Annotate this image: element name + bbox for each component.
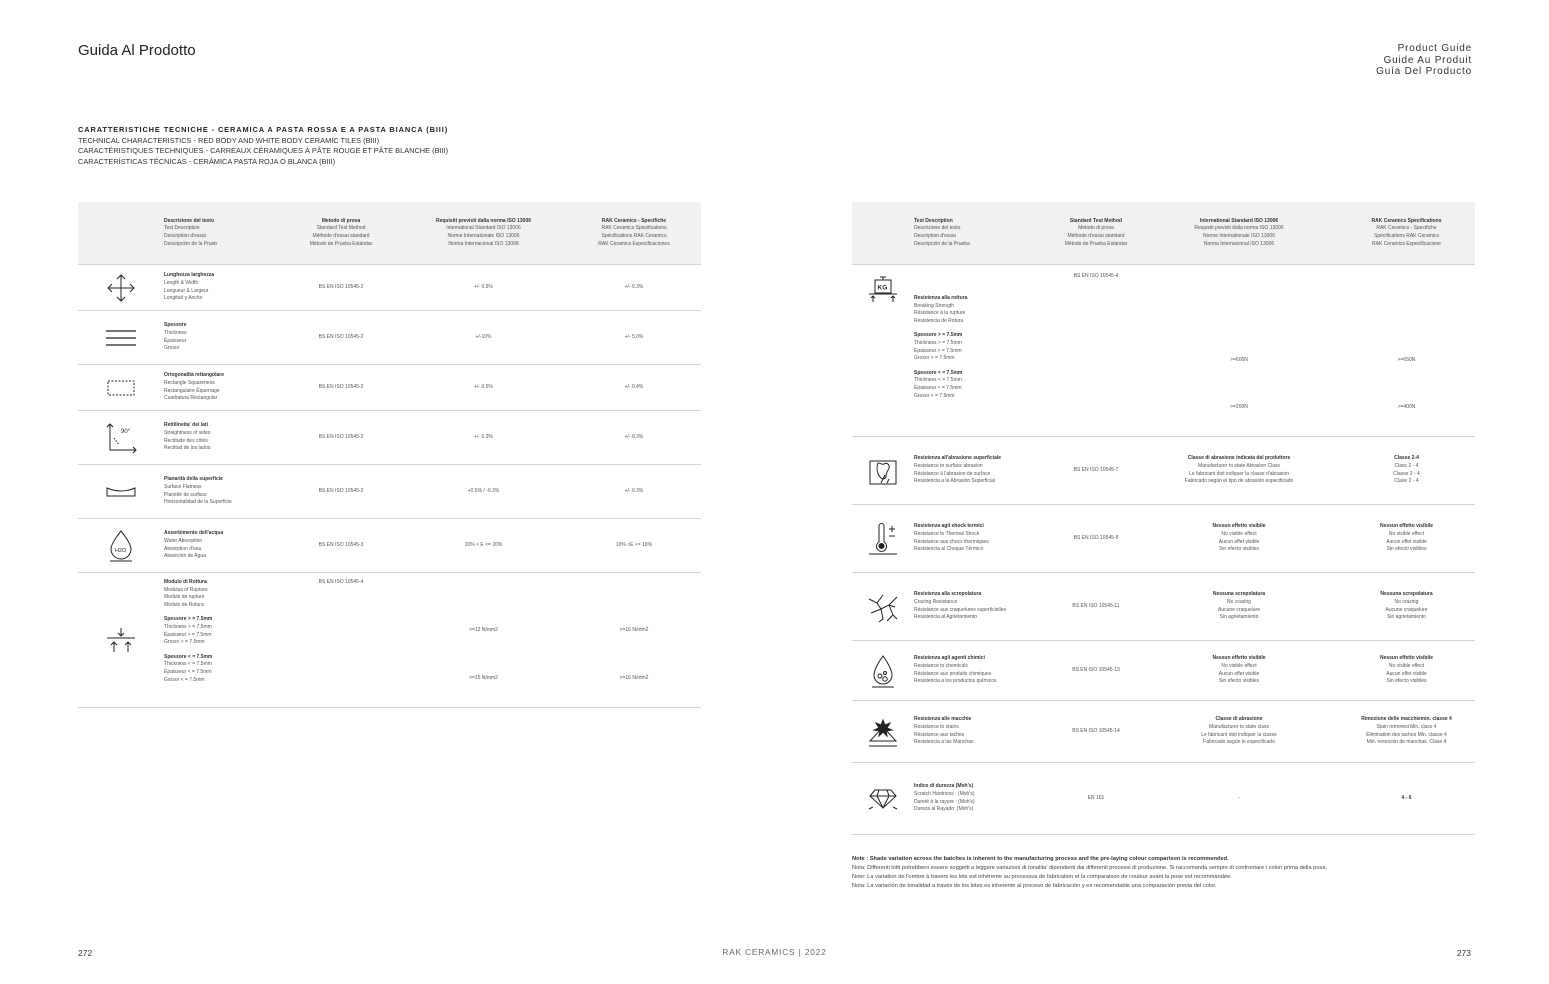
heading-fr: CARACTÉRISTIQUES TECHNIQUES - CARREAUX CÉRAMIQUES À PÂTE ROUGE ET PÂTE BLANCHE (BIII): [78, 146, 449, 155]
dashed-rectangle-icon: [78, 380, 164, 396]
page-title: Guida Al Prodotto: [78, 42, 196, 59]
title-es: Guía Del Producto: [1376, 66, 1472, 77]
chemical-drop-icon: [852, 654, 914, 688]
weight-kg-icon: [852, 273, 914, 303]
thickness-lines-icon: [78, 329, 164, 347]
notes: [852, 855, 1327, 891]
col-iso-header: International Standard ISO 13006 Requisiti previsti dalla norma ISO 13006 Norme Internationale ISO 13006 Norma Internacional ISO 13006: [1140, 202, 1338, 265]
table-row: 90° Rettilineita' dei lati Straightness of sides Rectitude des côtés Rectitud de los lados BS EN ISO 10545-2 +/- 0.3% +/- 0.3%: [78, 411, 701, 465]
right-angle-icon: [78, 422, 164, 454]
table-row: Resistenza agli shock termici Resistance to Thermal Shock Résistance aux chocs thermiques Resistencia al Choque Térmico BS EN ISO 10545-9 Nessun effetto visibile No visible effect Aucun effet visible Sin efecto visibles Nessun effetto visibile No visible effect Aucun effet visible Sin efecto visibles: [852, 505, 1475, 573]
compression-arrows-icon: [78, 627, 164, 653]
table-row: Resistenza agli agenti chimici Resistance to chemicals Résistance aux produits chimiques Resistencia a los productos químicos BS EN ISO 10545-13 Nessun effetto visibile No visible effect Aucun effet visible Sin efecto visibles Nessun effetto visibile No visible effect Aucun effet visible Sin efecto visibles: [852, 641, 1475, 701]
footer-brand: RAK CERAMICS | 2022: [722, 948, 827, 957]
surface-flatness-icon: [78, 486, 164, 498]
section-heading: [78, 125, 448, 167]
table-row: Modulo di Rottura Modulus of Rupture Module de rupture Módulo de Rotura Spessore > = 7.5mm Thickness > = 7.5mm Épaisseur > = 7.5mm Grosor > = 7.5mm Spessore < = 7.5mm Thickness < = 7.5mm Épaisseur < = 7.5mm Grosor < = 7.5mm BS EN ISO 10545-4 >=12 N/mm2 >=15 N/mm2 >=16 N/mm2 >=16 N/mm2: [78, 573, 701, 708]
stain-icon: [852, 717, 914, 747]
note-fr: Note: La variation de l'ombre à travers les lots est inhérente au processus de fabrication et la comparaison de couleur avant la pose est recommandée.: [852, 874, 1232, 881]
svg-text:90°: 90°: [121, 428, 131, 435]
col-iso-header: Requisiti previsti dalla norma ISO 13006 International Standard ISO 13006 Norme Internationale ISO 13006 Norma Internacional ISO 13006: [400, 202, 567, 265]
heading-it: CARATTERISTICHE TECNICHE - CERAMICA A PASTA ROSSA E A PASTA BIANCA (BIII): [78, 125, 449, 134]
right-spec-table: [852, 202, 1475, 835]
table-row: Lunghezza larghezza Length & Width Longueur & Largeur Longitud y Ancho BS EN ISO 10545-2 +/- 0.5% +/- 0.3%: [78, 265, 701, 311]
table-row: Ortogonalità rettangolare Rectangle Squareness Rectangulaire Équerrage Cuadratura Rectangular BS EN ISO 10545-2 +/- 0.5% +/- 0.4%: [78, 365, 701, 411]
table-row: Resistenza all'abrasione superficiale Resistance to surface abrasion Résistance à l'abrasion de surface Resistencia a la Abrasión Superficial BS EN ISO 10545-7 Classe di abrasione indicata dal produttore Manufacturer to state Abrasion Class Le fabricant doit indiquer la classe d'abrasion Fabricado según el tipo de abrasión especificado Classe 2-4 Class 2 - 4 Classe 2 - 4 Clase 2 - 4: [852, 437, 1475, 505]
foot-abrasion-icon: [852, 457, 914, 485]
table-row: H2O Assorbimento dell'acqua Water Absorption Absorption d'eau Absorción de Agua BS EN ISO 10545-3 10% < E <= 20% 10% <E <= 18%: [78, 519, 701, 573]
col-method-header: Metodo di prova Standard Test Method Méthode d'essai standard Método de Prueba Estándar: [282, 202, 400, 265]
crazing-icon: [852, 591, 914, 623]
col-rak-header: RAK Ceramics Specifications RAK Ceramics - Specifiche Spécifications RAK Ceramics RAK Ceramics Especificacione: [1338, 202, 1475, 265]
page-number-left: 272: [78, 948, 93, 958]
diamond-icon: [852, 788, 914, 810]
table-row: KG Resistenza alla rottura Breaking Strength Résistance à la rupture Resistencia de Rotura Spessore > = 7.5mm Thickness > = 7.5mm Épaisseur > = 7.5mm Grosor > = 7.5mm Spessore < = 7.5mm Thickness < = 7.5mm Épaisseur < = 7.5mm Grosor < = 7.5mm BS EN ISO 10545-4 >=600N >=200N >=650N >=400N: [852, 265, 1475, 437]
svg-text:H2O: H2O: [115, 547, 127, 554]
table-header: [78, 202, 701, 265]
table-header: [852, 202, 1475, 265]
col-method-header: Standard Test Method Metodo di prova Méthode d'essai standard Método de Prueba Estándar: [1052, 202, 1140, 265]
col-desc-header: Test Description Descrizione del testo Description d'essai Descripción de la Prueba: [914, 202, 1052, 265]
table-row: Resistenza alle macchie Resistance to stains Résistance aux taches Resistencia a las Manchas BS EN ISO 10545-14 Classe di abrasione Manufacturer to state class Le fabricant doit indiquer la classe Fabricado según lo especificado Rimozione delle macchiemin. classe 4 Stain removed Min. class 4 Élimination des taches Min. classe 4 Min. remoción de manchas. Clase 4: [852, 701, 1475, 763]
title-en: Product Guide: [1397, 43, 1472, 54]
note-en: Note : Shade variation across the batches is inherent to the manufacturing process and the pre-laying colour comparison is recommended.: [852, 856, 1229, 862]
title-fr: Guide Au Produit: [1383, 54, 1472, 66]
col-desc-header: Descrizione del testo Test Description Description d'essai Descripción de la Prueb: [164, 202, 282, 265]
water-drop-icon: [78, 529, 164, 563]
thermometer-icon: [852, 523, 914, 555]
table-row: Resistenza alla screpolatura Crazing Resistance Résistance aux craquelures superficielles Resistencia al Agrietamiento BS EN ISO 10545-11 Nessuna screpolatura No crazing Aucune craquelure Sin agrietamiento Nessuna screpolatura No crazing Aucune craquelure Sin agrietamiento: [852, 573, 1475, 641]
svg-text:KG: KG: [877, 284, 888, 292]
left-spec-table: [78, 202, 701, 708]
arrows-four-way-icon: [78, 273, 164, 303]
table-row: Planarità della superficie Surface Flatness Planéité de surface Horizontalidad de la Superficie BS EN ISO 10545-2 +0.5% / -0.3% +/- 0.3%: [78, 465, 701, 519]
heading-en: TECHNICAL CHARACTERISTICS - RED BODY AND WHITE BODY CERAMIC TILES (BIII): [78, 135, 380, 145]
page-title-translations: [1376, 43, 1472, 78]
table-row: Indice di durezza (Moh's) Scratch Hardness : (Moh's) Dureté à la rayure : (Moh's) Dureza al Rayado: (Moh's) EN 101 - 4 - 6: [852, 763, 1475, 835]
heading-es: CARACTERÍSTICAS TÉCNICAS - CERÁMICA PASTA ROJA O BLANCA (BIII): [78, 156, 336, 166]
note-es: Nota: La variación de tonalidad a través de los lotes es inherente al proceso de fabricación y es recomendable una comparación previa del color.: [852, 883, 1217, 890]
table-row: Spessore Thickness Épaisseur Grosor BS EN ISO 10545-2 +/-10% +/- 5.0%: [78, 311, 701, 365]
col-rak-header: RAK Ceramics - Specifiche RAK Ceramics Specifications Spécifications RAK Ceramics RAK Ceramics Especificaciones: [567, 202, 701, 265]
page-number-right: 273: [1456, 948, 1471, 958]
note-it: Nota: Differenti lotti potrebbero essere soggetti a leggere variazioni di tonalita' dipendenti dai differenti processi di produzione. Si raccomanda sempre di confrontare i colori prima della posa.: [852, 865, 1328, 872]
